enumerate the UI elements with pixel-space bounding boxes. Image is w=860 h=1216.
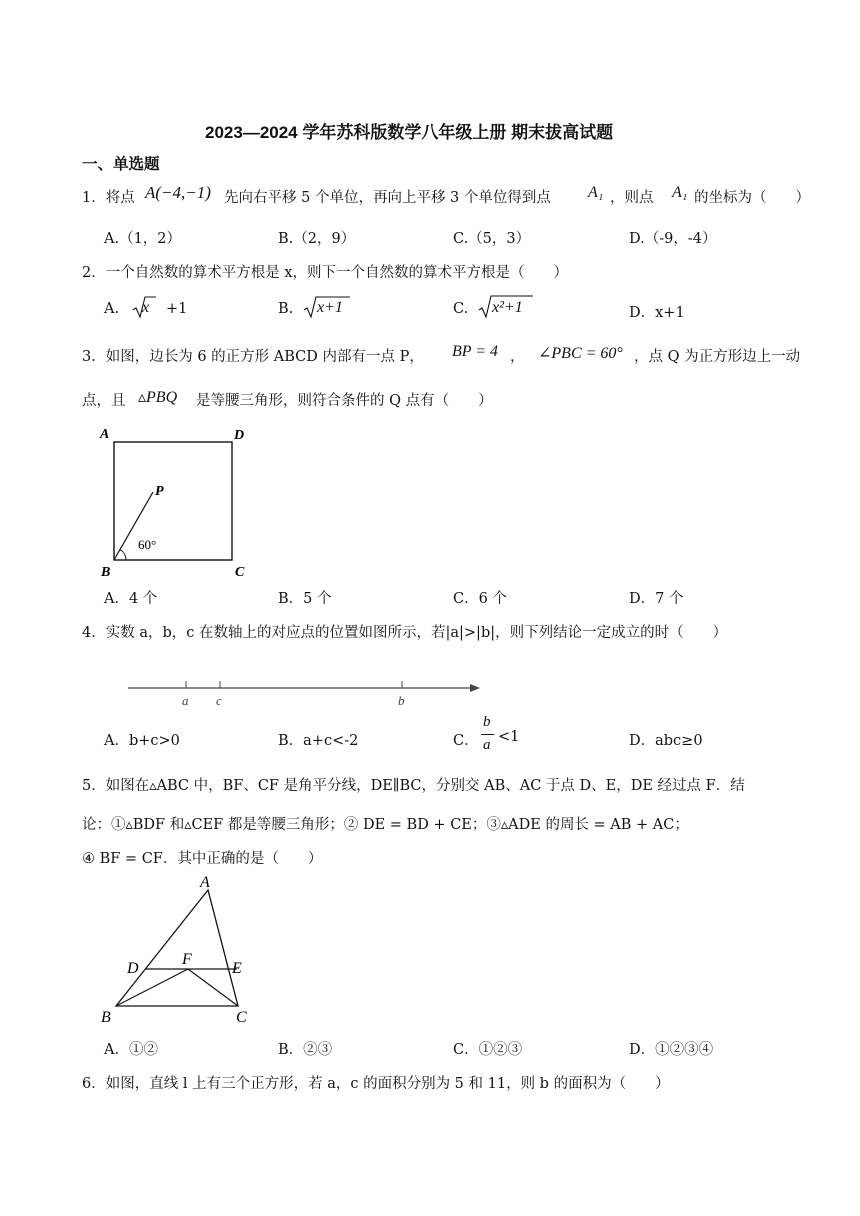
q1-option-c: C.（5，3） <box>453 231 531 247</box>
q1-point-a1b: A₁ <box>672 184 688 201</box>
section-heading: 一、单选题 <box>82 156 160 173</box>
q1-option-d: D.（-9，-4） <box>629 231 717 247</box>
q5-option-b: B．②③ <box>278 1042 333 1058</box>
q2-option-a-tail: +1 <box>166 301 188 317</box>
q6-text: 6．如图，直线 l 上有三个正方形，若 a，c 的面积分别为 5 和 11，则 b 的面积为（ ） <box>82 1076 670 1092</box>
q4-axis-label-b: b <box>398 693 405 708</box>
q3-option-b: B．5 个 <box>278 591 332 607</box>
q1-text-4: 的坐标为（ ） <box>694 190 810 206</box>
q4-option-a: A．b+c>0 <box>104 733 180 749</box>
q1-text-2: 先向右平移 5 个单位，再向上平移 3 个单位得到点 <box>224 190 551 206</box>
q3-label-d: D <box>234 428 245 443</box>
q3-sep: ， <box>510 349 525 365</box>
q3-text-3: 点，且 <box>82 393 126 409</box>
q3-angle: ∠PBC = 60° <box>538 345 623 362</box>
q1-option-a: A.（1，2） <box>104 231 182 247</box>
q3-text-4: 是等腰三角形，则符合条件的 Q 点有（ ） <box>196 393 493 409</box>
q3-angle-label: 60° <box>138 537 157 552</box>
q4-option-b: B．a+c<-2 <box>278 733 359 749</box>
q5-option-d: D．①②③④ <box>629 1042 714 1058</box>
q1-option-b: B.（2，9） <box>278 231 356 247</box>
q5-label-b: B <box>101 1009 111 1026</box>
q3-label-a: A <box>100 427 110 442</box>
q4-option-d: D．abc≥0 <box>629 733 703 749</box>
q4-option-c-label: C． <box>453 733 479 749</box>
q4-option-c-numerator: b <box>483 714 491 730</box>
q3-option-d: D．7 个 <box>629 591 684 607</box>
q2-option-a-label: A. <box>104 301 120 317</box>
q3-triangle: ▵PBQ <box>138 389 178 406</box>
q2-option-c-label: C. <box>453 301 469 317</box>
q2-option-c-radicand: x²+1 <box>492 299 523 316</box>
q5-line-3: ④ BF = CF．其中正确的是（ ） <box>82 851 323 867</box>
q1-text-1: 1．将点 <box>82 190 135 206</box>
page-title: 2023—2024 学年苏科版数学八年级上册 期末拔高试题 <box>205 123 614 142</box>
q4-axis-label-c: c <box>216 693 222 708</box>
q4-option-c-fraction-bar <box>481 734 494 735</box>
q5-triangle-figure <box>96 872 266 1028</box>
q1-text-3: ，则点 <box>610 190 654 206</box>
q3-label-b: B <box>101 565 111 580</box>
q5-option-a: A．①② <box>104 1042 158 1058</box>
q5-label-e: E <box>232 960 242 977</box>
q2-option-b-radicand: x+1 <box>317 299 343 316</box>
q5-label-c: C <box>236 1009 247 1026</box>
q1-point-a1: A₁ <box>588 184 604 201</box>
q5-line-2: 论：①▵BDF 和▵CEF 都是等腰三角形；② DE = BD + CE；③▵ADE 的周长 = AB + AC； <box>82 817 689 833</box>
q5-label-d: D <box>127 960 139 977</box>
q2-option-a-radicand: x <box>142 299 150 316</box>
q3-label-p: P <box>155 484 164 499</box>
q3-bp: BP = 4 <box>452 343 499 360</box>
q4-option-c-tail: <1 <box>498 729 520 745</box>
q2-text: 2．一个自然数的算术平方根是 x，则下一个自然数的算术平方根是（ ） <box>82 265 569 281</box>
q3-text-2: ，点 Q 为正方形边上一动 <box>634 349 801 365</box>
q5-label-f: F <box>182 951 192 968</box>
q4-number-line <box>126 675 488 709</box>
q2-option-b-label: B. <box>278 301 294 317</box>
q2-option-d: D．x+1 <box>629 305 685 321</box>
q5-line-1: 5．如图在▵ABC 中，BF、CF 是角平分线，DE∥BC，分别交 AB、AC 于点 D、E，DE 经过点 F．结 <box>82 778 745 794</box>
q3-option-a: A．4 个 <box>104 591 158 607</box>
q4-text: 4．实数 a，b，c 在数轴上的对应点的位置如图所示，若|a|>|b|，则下列结论一定成立的时（ ） <box>82 625 728 641</box>
q4-option-c-denominator: a <box>483 737 491 753</box>
q3-label-c: C <box>235 565 245 580</box>
q5-label-a: A <box>200 874 210 891</box>
q1-point-a: A(−4,−1) <box>145 183 211 202</box>
q4-axis-label-a: a <box>182 693 189 708</box>
q3-text-1: 3．如图，边长为 6 的正方形 ABCD 内部有一点 P， <box>82 349 424 365</box>
q3-option-c: C．6 个 <box>453 591 507 607</box>
q5-option-c: C．①②③ <box>453 1042 523 1058</box>
q3-square-figure <box>96 420 256 580</box>
